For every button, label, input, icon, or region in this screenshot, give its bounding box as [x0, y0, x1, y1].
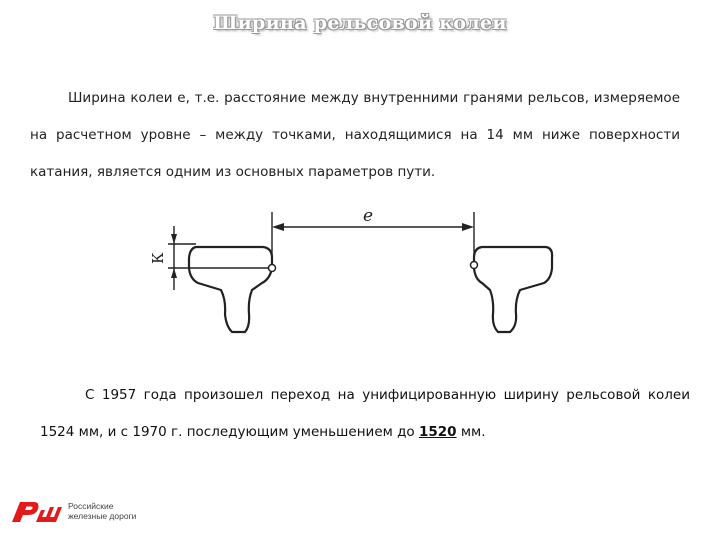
arrow-right [462, 223, 474, 231]
rzd-logo-icon [10, 498, 62, 524]
logo-line-1: Российские [68, 501, 114, 511]
paragraph-definition-text: Ширина колеи е, т.е. расстояние между внутренними гранями рельсов, измеряемое на расчетном уровне – между точками, находящимися на 14 мм ниже поверхности катания, является одним из основных параметров пути. [30, 90, 680, 180]
right-measure-point [471, 262, 478, 269]
paragraph-history-tail: мм. [456, 424, 486, 440]
logo-line-2: железные дороги [68, 511, 137, 521]
highlight-1520: 1520 [418, 424, 457, 440]
left-rail-profile [189, 247, 272, 332]
right-rail-profile [474, 247, 552, 332]
arrow-left [272, 223, 284, 231]
rzd-logo [10, 498, 136, 524]
page-title: Ширина рельсовой колеи [213, 12, 507, 34]
left-measure-point [269, 265, 276, 272]
gauge-label: е [362, 206, 374, 226]
height-label: К [149, 252, 167, 264]
paragraph-history-text: С 1957 года произошел переход на унифицированную ширину рельсовой колеи 1524 мм, и с 1970 г. последующим уменьшением до [40, 387, 690, 440]
paragraph-history [40, 377, 690, 451]
